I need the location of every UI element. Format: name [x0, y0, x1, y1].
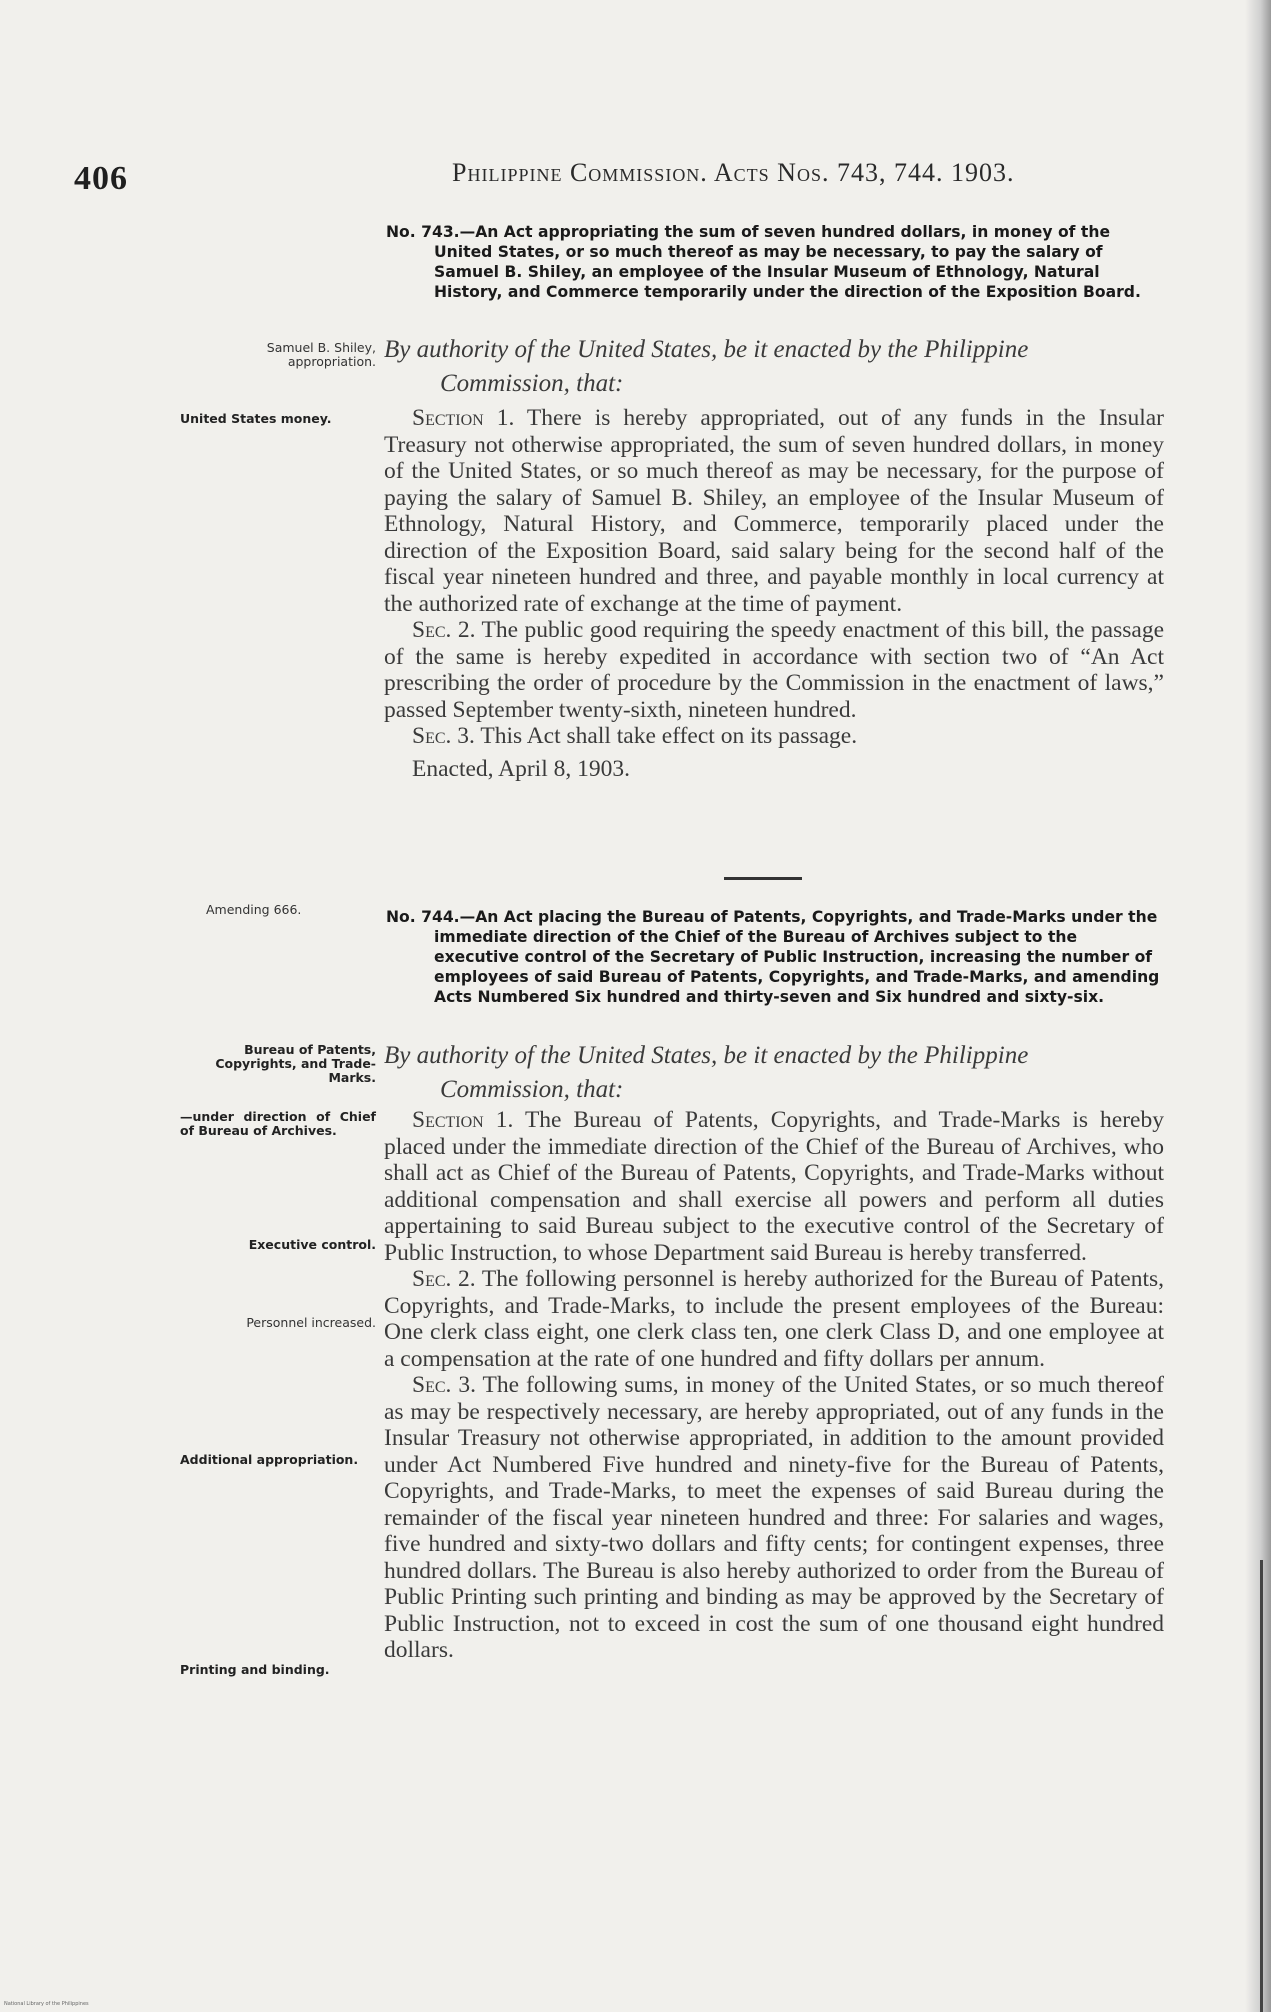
- margin-note-amending: Amending 666.: [206, 902, 302, 917]
- margin-note-shiley: Samuel B. Shiley, appropriation.: [266, 340, 376, 369]
- act-744-section-2: Sec. 2. The following personnel is hereby authorized for the Bureau of Patents, Copyrights, and Trade-Marks, to include the present employees of the Bureau: One clerk class eight, one clerk class ten, one clerk Class D, and one employee at a compensation at the rate of one hundred and fifty dollars per annum.: [384, 1266, 1164, 1372]
- running-head: Philippine Commission. Acts Nos. 743, 744. 1903.: [452, 158, 1015, 187]
- page-edge-shadow: [1245, 0, 1271, 2012]
- act-744-section-1: Section 1. The Bureau of Patents, Copyrights, and Trade-Marks is hereby placed under the immediate direction of the Chief of the Bureau of Archives, who shall act as Chief of the Bureau of Patents, Copyrights, and Trade-Marks without additional compensation and shall exercise all powers and perform all duties appertaining to said Bureau subject to the executive control of the Secretary of Public Instruction, to whose Department said Bureau is hereby transferred.: [384, 1107, 1164, 1266]
- page-number: 406: [74, 160, 128, 197]
- act-744-enacting-clause: [384, 1039, 1174, 1107]
- act-743-enacting-clause: [384, 333, 1174, 401]
- page-edge-line: [1260, 1560, 1263, 2012]
- margin-note-personnel: Personnel increased.: [246, 1315, 376, 1330]
- enacting-line-2: Commission, that:: [440, 370, 624, 397]
- act-743-body: [384, 405, 1164, 782]
- margin-note-printing: Printing and binding.: [180, 1662, 330, 1677]
- act-743-number: No. 743.: [386, 223, 460, 241]
- act-743-title: —An Act appropriating the sum of seven hundred dollars, in money of the United States, or so much thereof as may be necessary, to pay the salary of Samuel B. Shiley, an employee of the Insular Museum of Ethnology, Natural History, and Commerce temporarily under the direction of the Exposition Board.: [434, 223, 1141, 301]
- margin-note-bureau: Bureau of Patents, Copyrights, and Trade-Marks.: [215, 1042, 376, 1085]
- margin-note-under-direction: —under direction of Chief of Bureau of Archives.: [180, 1109, 376, 1138]
- enacting-line-2: Commission, that:: [440, 1076, 624, 1103]
- act-743-heading: [386, 222, 1166, 302]
- margin-note-additional: Additional appropriation.: [180, 1452, 359, 1467]
- act-743-section-1: Section 1. There is hereby appropriated, out of any funds in the Insular Treasury not otherwise appropriated, the sum of seven hundred dollars, in money of the United States, or so much thereof as may be necessary, for the purpose of paying the salary of Samuel B. Shiley, an employee of the Insular Museum of Ethnology, Natural History, and Commerce, temporarily placed under the direction of the Exposition Board, said salary being for the second half of the fiscal year nineteen hundred and three, and payable monthly in local currency at the authorized rate of exchange at the time of payment.: [384, 405, 1164, 617]
- act-743-enacted-date: Enacted, April 8, 1903.: [412, 755, 630, 782]
- act-744-section-3: Sec. 3. The following sums, in money of the United States, or so much thereof as may be respectively necessary, are hereby appropriated, out of any funds in the Insular Treasury not otherwise appropriated, in addition to the amount provided under Act Numbered Five hundred and ninety-five for the Bureau of Patents, Copyrights, and Trade-Marks, to meet the expenses of said Bureau during the remainder of the fiscal year nineteen hundred and three: For salaries and wages, five hundred and sixty-two dollars and fifty cents; for contingent expenses, three hundred dollars. The Bureau is also hereby authorized to order from the Bureau of Public Printing such printing and binding as may be approved by the Secretary of Public Instruction, not to exceed in cost the sum of one thousand eight hundred dollars.: [384, 1372, 1165, 1663]
- margin-note-us-money: United States money.: [180, 411, 332, 426]
- margin-note-executive-control: Executive control.: [248, 1237, 376, 1252]
- act-743-section-3: Sec. 3. This Act shall take effect on its passage.: [412, 723, 858, 749]
- act-743-section-2: Sec. 2. The public good requiring the speedy enactment of this bill, the passage of the same is hereby expedited in accordance with section two of “An Act prescribing the order of procedure by the Commission in the enactment of laws,” passed September twenty-sixth, nineteen hundred.: [384, 617, 1165, 723]
- act-744-heading: [386, 907, 1166, 1007]
- enacting-line-1: By authority of the United States, be it enacted by the Philippine: [384, 1042, 1029, 1069]
- act-744-number: No. 744.: [386, 908, 460, 926]
- act-744-title: —An Act placing the Bureau of Patents, Copyrights, and Trade-Marks under the immediate direction of the Chief of the Bureau of Archives subject to the executive control of the Secretary of Public Instruction, increasing the number of employees of said Bureau of Patents, Copyrights, and Trade-Marks, and amending Acts Numbered Six hundred and thirty-seven and Six hundred and sixty-six.: [434, 908, 1160, 1006]
- act-744-body: [384, 1107, 1164, 1664]
- scan-footer: National Library of the Philippines: [4, 2001, 89, 2007]
- enacting-line-1: By authority of the United States, be it enacted by the Philippine: [384, 336, 1029, 363]
- section-divider: [724, 877, 802, 880]
